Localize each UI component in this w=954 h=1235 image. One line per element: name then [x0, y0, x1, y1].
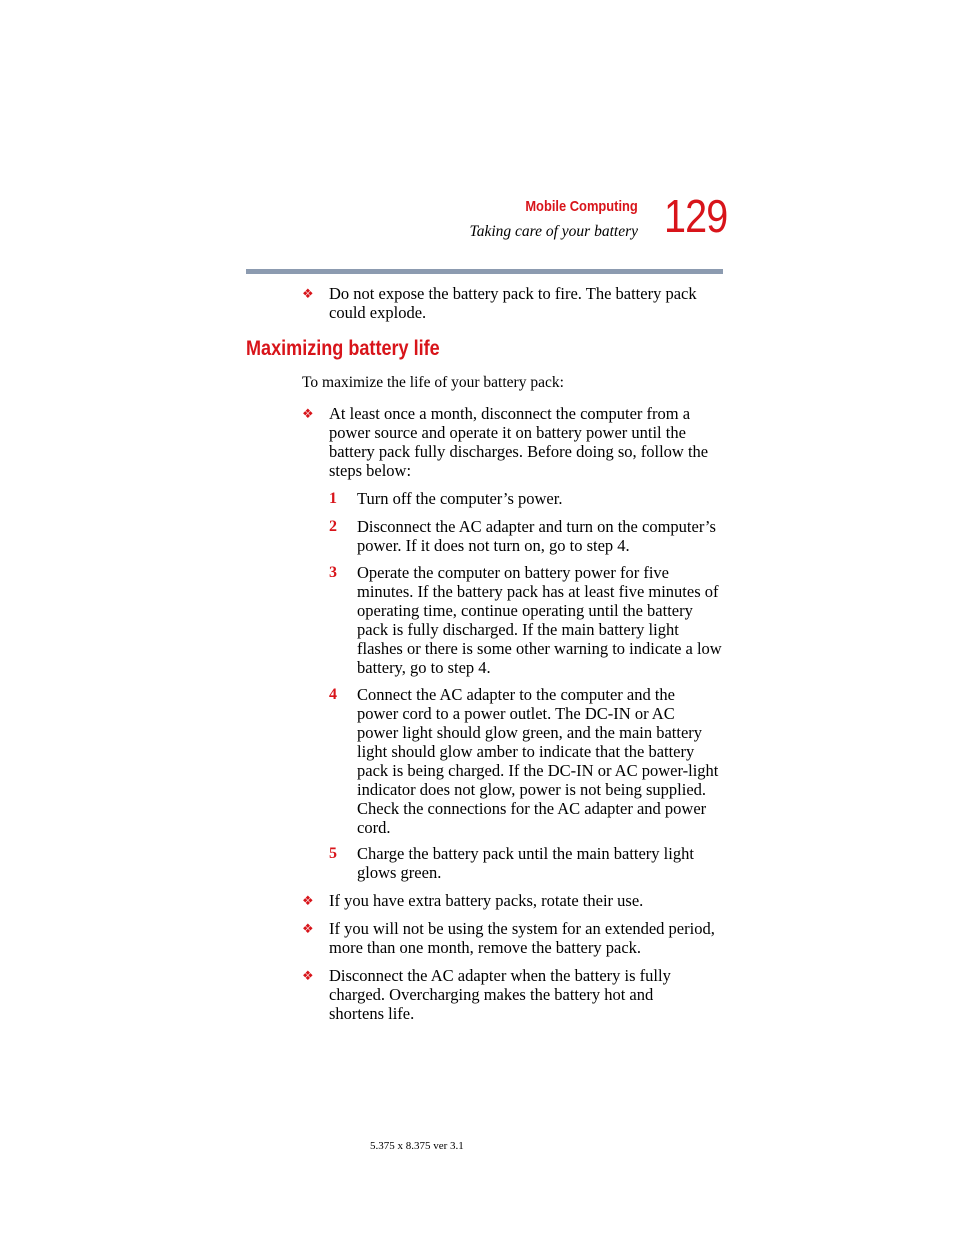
bullet-icon: ❖ — [302, 407, 314, 422]
bullet-icon: ❖ — [302, 287, 314, 302]
section-heading: Maximizing battery life — [246, 337, 440, 360]
step-text: Charge the battery pack until the main battery light glows green. — [357, 844, 694, 882]
bullet-icon: ❖ — [302, 969, 314, 984]
intro-paragraph: To maximize the life of your battery pack: — [302, 374, 564, 391]
bullet-text: Do not expose the battery pack to fire. The battery pack could explode. — [329, 284, 697, 322]
step-number: 2 — [329, 518, 337, 535]
page-number: 129 — [664, 190, 728, 242]
header-rule — [246, 269, 723, 274]
bullet-text: If you have extra battery packs, rotate their use. — [329, 891, 644, 910]
bullet-icon: ❖ — [302, 922, 314, 937]
step-number: 5 — [329, 845, 337, 862]
bullet-icon: ❖ — [302, 894, 314, 909]
bullet-text: If you will not be using the system for an extended period, more than one month, remove the battery pack. — [329, 919, 715, 957]
step-number: 3 — [329, 564, 337, 581]
step-number: 4 — [329, 686, 337, 703]
step-number: 1 — [329, 490, 337, 507]
step-text: Turn off the computer’s power. — [357, 489, 563, 508]
section-title: Taking care of your battery — [469, 223, 638, 240]
bullet-text: At least once a month, disconnect the computer from a power source and operate it on battery power until the battery pack fully discharges. Before doing so, follow the steps below: — [329, 404, 709, 480]
step-text: Operate the computer on battery power for five minutes. If the battery pack has at least five minutes of operating time, continue operating until the battery pack is fully discharged. If the main battery light flashes or there is some other warning to indicate a low battery, go to step 4. — [357, 563, 722, 677]
step-text: Disconnect the AC adapter and turn on the computer’s power. If it does not turn on, go to step 4. — [357, 517, 716, 555]
page-footer: 5.375 x 8.375 ver 3.1 — [370, 1140, 464, 1152]
step-text: Connect the AC adapter to the computer and the power cord to a power outlet. The DC-IN or AC power light should glow green, and the main battery light should glow amber to indicate that the battery pack is being charged. If the DC-IN or AC power-light indicator does not glow, power is not being supplied. Check the connections for the AC adapter and power cord. — [357, 685, 719, 837]
bullet-text: Disconnect the AC adapter when the battery is fully charged. Overcharging makes the battery hot and shortens life. — [329, 966, 671, 1023]
chapter-title: Mobile Computing — [525, 198, 638, 215]
